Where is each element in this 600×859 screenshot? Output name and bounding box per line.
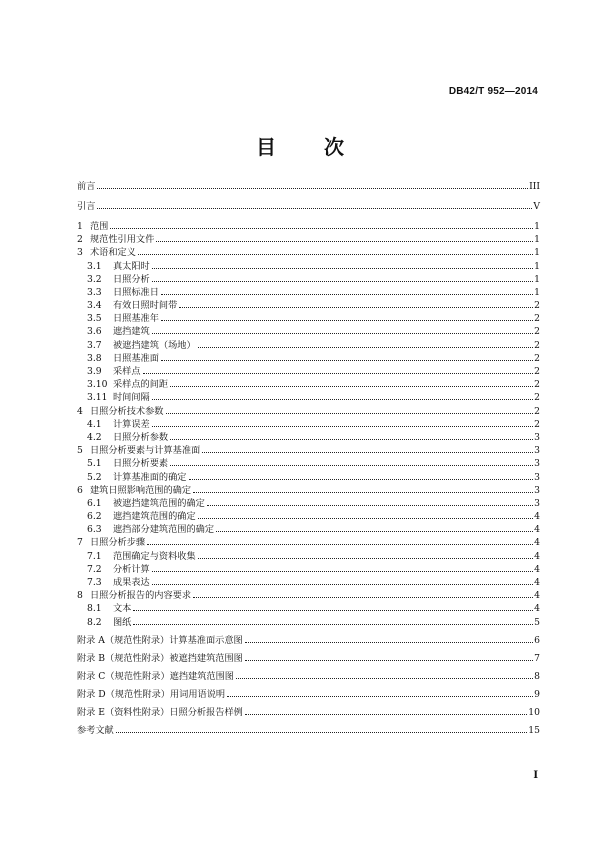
toc-entry[interactable] bbox=[77, 536, 540, 549]
toc-entry-label: 附录 E（资料性附录）日照分析报告样例 bbox=[77, 706, 243, 718]
dot-leader bbox=[170, 386, 533, 387]
toc-entry-number: 6.3 bbox=[87, 524, 102, 536]
toc-entry-page: 1 bbox=[534, 234, 540, 246]
toc-entry-page: 7 bbox=[534, 652, 540, 664]
dot-leader bbox=[227, 696, 533, 697]
toc-entry-number: 7.1 bbox=[87, 550, 102, 562]
toc-entry-page: 1 bbox=[534, 220, 540, 232]
toc-entry[interactable] bbox=[77, 484, 540, 497]
dot-leader bbox=[156, 241, 533, 242]
toc-entry-page: 2 bbox=[534, 405, 540, 417]
toc-entry-label: 遮挡建筑 bbox=[113, 326, 150, 338]
dot-leader bbox=[193, 597, 533, 598]
dot-leader bbox=[236, 678, 533, 679]
toc-entry[interactable] bbox=[77, 444, 540, 457]
toc-entry-label: 计算基准面的确定 bbox=[113, 471, 187, 483]
toc-entry-page: 3 bbox=[534, 497, 540, 509]
toc-entry-number: 5 bbox=[77, 445, 83, 457]
toc-entry-number: 6 bbox=[77, 484, 83, 496]
toc-entry-number: 3.5 bbox=[87, 313, 102, 325]
dot-leader bbox=[198, 347, 533, 348]
dot-leader bbox=[143, 373, 534, 374]
toc-entry-page: 3 bbox=[534, 471, 540, 483]
toc-entry[interactable] bbox=[77, 670, 540, 683]
toc-entry-label: 采样点 bbox=[113, 366, 141, 378]
toc-entry-page: 2 bbox=[534, 418, 540, 430]
dot-leader bbox=[170, 465, 533, 466]
dot-leader bbox=[245, 714, 527, 715]
toc-entry[interactable] bbox=[77, 510, 540, 523]
toc-entry-page: 1 bbox=[534, 286, 540, 298]
dot-leader bbox=[161, 320, 533, 321]
toc-entry-number: 4 bbox=[77, 405, 83, 417]
toc-entry-page: 4 bbox=[534, 563, 540, 575]
toc-entry-page: 4 bbox=[534, 577, 540, 589]
dot-leader bbox=[189, 479, 534, 480]
toc-entry[interactable] bbox=[77, 405, 540, 418]
toc-entry-number: 2 bbox=[77, 234, 83, 246]
toc-entry-label: 被遮挡建筑（场地） bbox=[113, 339, 196, 351]
dot-leader bbox=[216, 531, 533, 532]
dot-leader bbox=[152, 571, 533, 572]
toc-entry-label: 成果表达 bbox=[113, 577, 150, 589]
dot-leader bbox=[133, 624, 533, 625]
toc-entry-number: 1 bbox=[77, 220, 83, 232]
toc-entry[interactable] bbox=[77, 365, 540, 378]
toc-entry-page: 15 bbox=[528, 724, 540, 736]
toc-entry-label: 日照基准面 bbox=[113, 352, 159, 364]
toc-entry-number: 3 bbox=[77, 247, 83, 259]
toc-entry-label: 引言 bbox=[77, 200, 96, 212]
toc-entry-page: 3 bbox=[534, 458, 540, 470]
toc-entry-label: 前言 bbox=[77, 181, 96, 192]
toc-entry-label: 真太阳时 bbox=[113, 260, 150, 272]
toc-entry[interactable] bbox=[77, 180, 540, 193]
toc-entry[interactable] bbox=[77, 325, 540, 338]
toc-entry[interactable] bbox=[77, 273, 540, 286]
dot-leader bbox=[245, 660, 533, 661]
toc-entry-label: 分析计算 bbox=[113, 563, 150, 575]
toc-entry-label: 计算误差 bbox=[113, 418, 150, 430]
toc-entry-number: 3.9 bbox=[87, 366, 102, 378]
toc-entry-label: 日照分析 bbox=[113, 273, 150, 285]
toc-entry-label: 范围确定与资料收集 bbox=[113, 550, 196, 562]
dot-leader bbox=[179, 307, 533, 308]
dot-leader bbox=[152, 426, 533, 427]
toc-entry[interactable] bbox=[77, 589, 540, 602]
dot-leader bbox=[245, 642, 533, 643]
toc-entry-number: 7.2 bbox=[87, 563, 102, 575]
toc-entry[interactable] bbox=[77, 652, 540, 665]
dot-leader bbox=[116, 732, 528, 733]
toc-entry-label: 图纸 bbox=[113, 616, 132, 628]
dot-leader bbox=[147, 544, 533, 545]
toc-entry[interactable] bbox=[77, 634, 540, 647]
toc-entry[interactable] bbox=[77, 233, 540, 246]
toc-entry[interactable] bbox=[77, 352, 540, 365]
toc-entry-label: 日照分析技术参数 bbox=[90, 405, 164, 417]
dot-leader bbox=[133, 610, 533, 611]
toc-entry-number: 3.10 bbox=[87, 379, 108, 391]
toc-entry-page: 5 bbox=[534, 616, 540, 628]
toc-entry[interactable] bbox=[77, 457, 540, 470]
dot-leader bbox=[97, 188, 528, 189]
toc-entry-label: 建筑日照影响范围的确定 bbox=[90, 484, 192, 496]
toc-entry-page: 1 bbox=[534, 273, 540, 285]
dot-leader bbox=[161, 294, 533, 295]
toc-entry[interactable] bbox=[77, 706, 540, 719]
toc-entry-page: V bbox=[533, 200, 540, 212]
toc-entry-label: 被遮挡建筑范围的确定 bbox=[113, 497, 205, 509]
toc-entry-number: 4.1 bbox=[87, 418, 102, 430]
toc-entry-label: 日照标准日 bbox=[113, 286, 159, 298]
toc-entry-label: 日照基准年 bbox=[113, 313, 159, 325]
toc-entry[interactable] bbox=[77, 550, 540, 563]
dot-leader bbox=[138, 254, 533, 255]
toc-entry-number: 6.2 bbox=[87, 511, 102, 523]
toc-entry-page: 1 bbox=[534, 260, 540, 272]
dot-leader bbox=[198, 518, 533, 519]
toc-entry-label: 范围 bbox=[90, 220, 109, 232]
toc-entry-label: 有效日照时间带 bbox=[113, 300, 178, 312]
toc-entry-number: 8.2 bbox=[87, 616, 102, 628]
toc-entry-page: 9 bbox=[534, 688, 540, 700]
toc-entry-number: 7 bbox=[77, 537, 83, 549]
toc-entry-label: 参考文献 bbox=[77, 724, 114, 736]
toc-entry-page: 4 bbox=[534, 603, 540, 615]
toc-entry-number: 6.1 bbox=[87, 497, 102, 509]
toc-entry[interactable] bbox=[77, 616, 540, 629]
toc-entry[interactable] bbox=[77, 523, 540, 536]
toc-entry[interactable] bbox=[77, 418, 540, 431]
dot-leader bbox=[207, 505, 533, 506]
toc-entry[interactable] bbox=[77, 563, 540, 576]
toc-entry-page: 2 bbox=[534, 326, 540, 338]
toc-entry-label: 附录 C（规范性附录）遮挡建筑范围图 bbox=[77, 670, 234, 682]
toc-entry[interactable] bbox=[77, 246, 540, 259]
toc-entry-label: 附录 B（规范性附录）被遮挡建筑范围图 bbox=[77, 652, 243, 664]
toc-entry[interactable] bbox=[77, 688, 540, 701]
toc-entry-label: 遮挡部分建筑范围的确定 bbox=[113, 524, 215, 536]
dot-leader bbox=[193, 492, 533, 493]
toc-entry-page: 4 bbox=[534, 524, 540, 536]
dot-leader bbox=[110, 228, 533, 229]
toc-entry[interactable] bbox=[77, 724, 540, 737]
toc-entry[interactable] bbox=[77, 497, 540, 510]
toc-entry-label: 采样点的间距 bbox=[113, 379, 169, 391]
toc-entry-page: 1 bbox=[534, 247, 540, 259]
toc-entry[interactable] bbox=[77, 339, 540, 352]
toc-entry[interactable] bbox=[77, 378, 540, 391]
toc-entry-page: 4 bbox=[534, 537, 540, 549]
toc-entry-page: 2 bbox=[534, 339, 540, 351]
table-of-contents bbox=[77, 180, 540, 737]
toc-entry[interactable] bbox=[77, 299, 540, 312]
page-title: 目 次 bbox=[256, 135, 358, 159]
toc-entry-number: 4.2 bbox=[87, 431, 102, 443]
toc-entry[interactable] bbox=[77, 200, 540, 213]
toc-entry[interactable] bbox=[77, 260, 540, 273]
toc-entry-number: 5.1 bbox=[87, 458, 102, 470]
dot-leader bbox=[152, 268, 533, 269]
toc-entry[interactable] bbox=[77, 471, 540, 484]
toc-entry-label: 日照分析参数 bbox=[113, 431, 169, 443]
toc-entry-label: 日照分析要素与计算基准面 bbox=[90, 445, 201, 457]
dot-leader bbox=[152, 584, 533, 585]
toc-entry-number: 3.6 bbox=[87, 326, 102, 338]
toc-entry-page: 2 bbox=[534, 352, 540, 364]
toc-entry-page: 3 bbox=[534, 431, 540, 443]
dot-leader bbox=[152, 281, 533, 282]
toc-entry-label: 日照分析报告的内容要求 bbox=[90, 590, 192, 602]
toc-entry-label: 遮挡建筑范围的确定 bbox=[113, 511, 196, 523]
toc-entry[interactable] bbox=[77, 576, 540, 589]
toc-entry-number: 3.8 bbox=[87, 352, 102, 364]
toc-entry-label: 时间间隔 bbox=[113, 392, 150, 404]
toc-entry-label: 文本 bbox=[113, 603, 132, 615]
toc-entry-number: 3.2 bbox=[87, 273, 102, 285]
toc-entry-page: 10 bbox=[528, 706, 540, 718]
toc-entry-label: 附录 D（规范性附录）用词用语说明 bbox=[77, 688, 226, 700]
dot-leader bbox=[170, 439, 533, 440]
toc-entry-page: 2 bbox=[534, 366, 540, 378]
toc-entry-number: 3.4 bbox=[87, 300, 102, 312]
toc-entry-number: 3.3 bbox=[87, 286, 102, 298]
toc-entry[interactable] bbox=[77, 602, 540, 615]
toc-entry-page: III bbox=[529, 181, 540, 192]
dot-leader bbox=[152, 333, 533, 334]
toc-entry-number: 3.1 bbox=[87, 260, 102, 272]
toc-entry-number: 5.2 bbox=[87, 471, 102, 483]
toc-entry-page: 4 bbox=[534, 590, 540, 602]
toc-entry-page: 6 bbox=[534, 634, 540, 646]
toc-entry-number: 3.11 bbox=[87, 392, 108, 404]
dot-leader bbox=[152, 399, 533, 400]
toc-entry[interactable] bbox=[77, 391, 540, 404]
dot-leader bbox=[161, 360, 533, 361]
toc-entry[interactable] bbox=[77, 286, 540, 299]
toc-entry-label: 术语和定义 bbox=[90, 247, 136, 259]
toc-entry-page: 2 bbox=[534, 392, 540, 404]
dot-leader bbox=[198, 558, 533, 559]
dot-leader bbox=[166, 413, 534, 414]
toc-entry-number: 7.3 bbox=[87, 577, 102, 589]
toc-entry-label: 附录 A（规范性附录）计算基准面示意图 bbox=[77, 634, 243, 646]
toc-entry-label: 日照分析步骤 bbox=[90, 537, 146, 549]
dot-leader bbox=[97, 208, 532, 209]
toc-entry-page: 8 bbox=[534, 670, 540, 682]
toc-entry-page: 2 bbox=[534, 379, 540, 391]
toc-entry-page: 2 bbox=[534, 313, 540, 325]
toc-entry-number: 3.7 bbox=[87, 339, 102, 351]
standard-code: DB42/T 952—2014 bbox=[448, 86, 538, 97]
toc-entry-page: 3 bbox=[534, 484, 540, 496]
page-number: I bbox=[533, 770, 538, 781]
toc-entry-page: 4 bbox=[534, 550, 540, 562]
toc-entry[interactable] bbox=[77, 431, 540, 444]
toc-entry-number: 8.1 bbox=[87, 603, 102, 615]
toc-entry-page: 2 bbox=[534, 300, 540, 312]
toc-entry-page: 3 bbox=[534, 445, 540, 457]
toc-entry-page: 4 bbox=[534, 511, 540, 523]
toc-entry[interactable] bbox=[77, 220, 540, 233]
dot-leader bbox=[202, 452, 533, 453]
toc-entry-label: 日照分析要素 bbox=[113, 458, 169, 470]
toc-entry[interactable] bbox=[77, 312, 540, 325]
toc-entry-label: 规范性引用文件 bbox=[90, 234, 155, 246]
toc-entry-number: 8 bbox=[77, 590, 83, 602]
